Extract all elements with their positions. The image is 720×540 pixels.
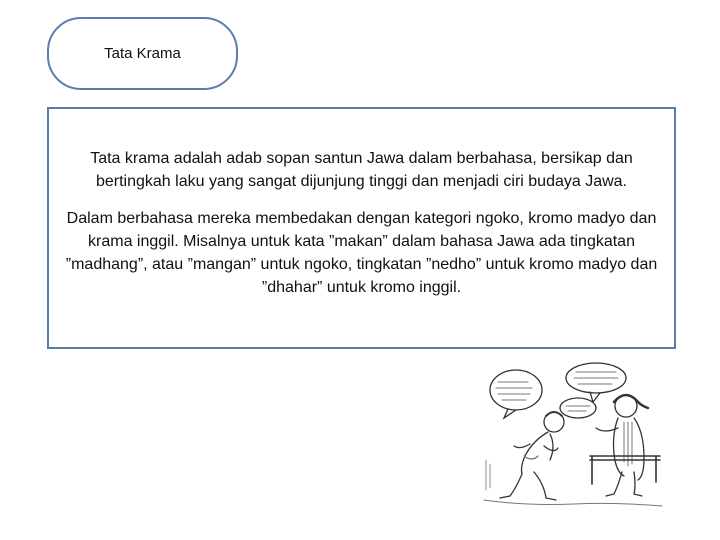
paragraph-language-levels: Dalam berbahasa mereka membedakan dengan kategori ngoko, kromo madyo dan krama inggil. Misalnya untuk kata ”makan” dalam bahasa Jawa ada tingkatan ”madhang”, atau ”mangan” untuk ngoko, tingkatan ”nedho” untuk kromo madyo dan ”dhahar” untuk kromo inggil. <box>65 210 658 296</box>
speech-bubble-left <box>490 370 542 410</box>
title-box <box>47 17 238 90</box>
paragraph-definition: Tata krama adalah adab sopan santun Jawa dalam berbahasa, bersikap dan bertingkah laku yang sangat dijunjung tinggi dan menjadi ciri budaya Jawa. <box>90 150 633 190</box>
seated-figure <box>590 395 660 496</box>
walking-figure <box>500 412 564 500</box>
slide-title: Tata Krama <box>104 45 181 62</box>
content-box <box>47 107 676 349</box>
cartoon-illustration <box>478 360 668 512</box>
speech-bubble-middle <box>560 398 596 418</box>
